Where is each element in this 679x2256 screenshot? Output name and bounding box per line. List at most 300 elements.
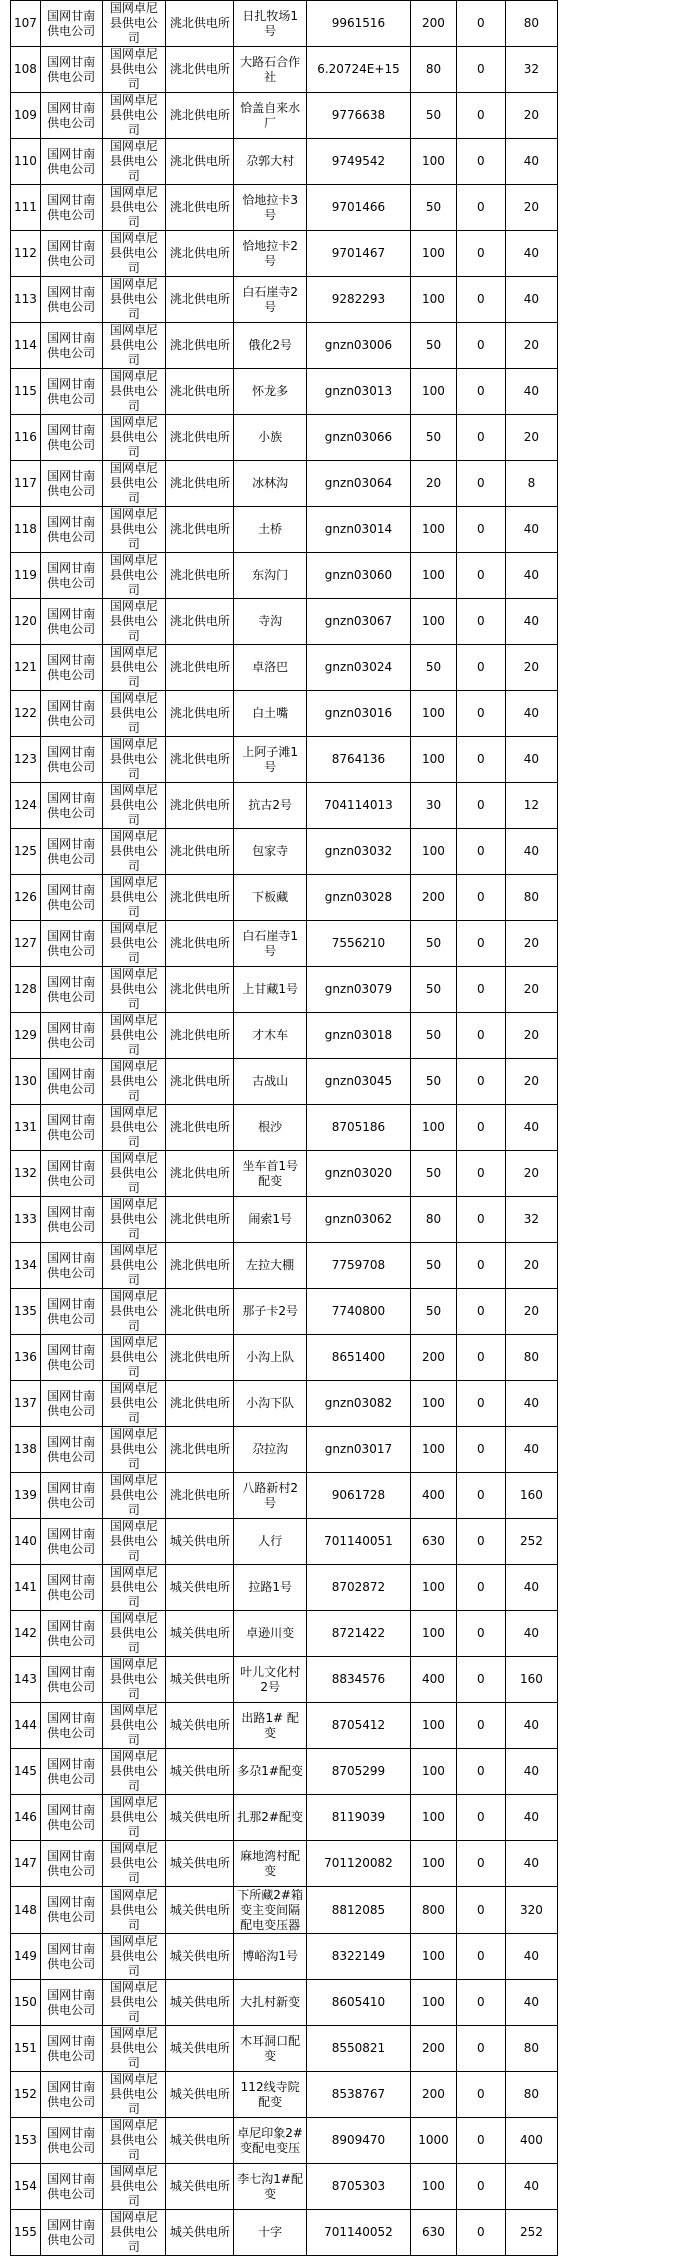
table-row — [11, 1473, 558, 1519]
transformer-id-cell: 701140052 — [306, 2210, 410, 2256]
table-row — [11, 921, 558, 967]
county-company-cell: 国网卓尼县供电公司 — [102, 553, 166, 599]
company-cell: 国网甘南供电公司 — [40, 1427, 102, 1473]
row-number-cell: 141 — [11, 1565, 41, 1611]
zero-cell: 0 — [456, 829, 505, 875]
zero-cell: 0 — [456, 645, 505, 691]
table-row — [11, 1243, 558, 1289]
value-cell: 32 — [505, 1197, 557, 1243]
capacity-cell: 80 — [411, 47, 457, 93]
transformer-id-cell: 8651400 — [306, 1335, 410, 1381]
value-cell: 20 — [505, 1243, 557, 1289]
value-cell: 40 — [505, 1795, 557, 1841]
transformer-name-cell: 上甘藏1号 — [234, 967, 306, 1013]
county-company-cell: 国网卓尼县供电公司 — [102, 1381, 166, 1427]
row-number-cell: 144 — [11, 1703, 41, 1749]
station-cell: 城关供电所 — [166, 1611, 234, 1657]
company-cell: 国网甘南供电公司 — [40, 921, 102, 967]
county-company-cell: 国网卓尼县供电公司 — [102, 1473, 166, 1519]
zero-cell: 0 — [456, 1013, 505, 1059]
transformer-id-cell: 8909470 — [306, 2118, 410, 2164]
transformer-id-cell: 8764136 — [306, 737, 410, 783]
transformer-id-cell: gnzn03064 — [306, 461, 410, 507]
station-cell: 洮北供电所 — [166, 185, 234, 231]
value-cell: 40 — [505, 1980, 557, 2026]
zero-cell: 0 — [456, 1473, 505, 1519]
company-cell: 国网甘南供电公司 — [40, 645, 102, 691]
transformer-name-cell: 土桥 — [234, 507, 306, 553]
zero-cell: 0 — [456, 2210, 505, 2256]
company-cell: 国网甘南供电公司 — [40, 1059, 102, 1105]
capacity-cell: 50 — [411, 415, 457, 461]
table-row — [11, 47, 558, 93]
capacity-cell: 100 — [411, 139, 457, 185]
transformer-id-cell: gnzn03067 — [306, 599, 410, 645]
transformer-name-cell: 扎那2#配变 — [234, 1795, 306, 1841]
station-cell: 洮北供电所 — [166, 967, 234, 1013]
company-cell: 国网甘南供电公司 — [40, 2210, 102, 2256]
capacity-cell: 200 — [411, 2072, 457, 2118]
company-cell: 国网甘南供电公司 — [40, 1565, 102, 1611]
zero-cell: 0 — [456, 461, 505, 507]
capacity-cell: 30 — [411, 783, 457, 829]
zero-cell: 0 — [456, 599, 505, 645]
transformer-name-cell: 白石崖寺2号 — [234, 277, 306, 323]
row-number-cell: 121 — [11, 645, 41, 691]
company-cell: 国网甘南供电公司 — [40, 231, 102, 277]
row-number-cell: 113 — [11, 277, 41, 323]
row-number-cell: 108 — [11, 47, 41, 93]
transformer-name-cell: 坐车首1号配变 — [234, 1151, 306, 1197]
transformer-id-cell: 701120082 — [306, 1841, 410, 1887]
county-company-cell: 国网卓尼县供电公司 — [102, 2118, 166, 2164]
transformer-name-cell: 那子卡2号 — [234, 1289, 306, 1335]
transformer-id-cell: 6.20724E+15 — [306, 47, 410, 93]
table-row — [11, 1151, 558, 1197]
company-cell: 国网甘南供电公司 — [40, 93, 102, 139]
capacity-cell: 630 — [411, 1519, 457, 1565]
transformer-name-cell: 卓尼印象2#变配电变压 — [234, 2118, 306, 2164]
county-company-cell: 国网卓尼县供电公司 — [102, 231, 166, 277]
transformer-id-cell: gnzn03006 — [306, 323, 410, 369]
value-cell: 40 — [505, 691, 557, 737]
station-cell: 洮北供电所 — [166, 139, 234, 185]
capacity-cell: 50 — [411, 967, 457, 1013]
zero-cell: 0 — [456, 2072, 505, 2118]
company-cell: 国网甘南供电公司 — [40, 553, 102, 599]
table-row — [11, 1519, 558, 1565]
capacity-cell: 100 — [411, 2164, 457, 2210]
station-cell: 城关供电所 — [166, 2026, 234, 2072]
zero-cell: 0 — [456, 737, 505, 783]
company-cell: 国网甘南供电公司 — [40, 2026, 102, 2072]
station-cell: 洮北供电所 — [166, 645, 234, 691]
table-row — [11, 1749, 558, 1795]
zero-cell: 0 — [456, 875, 505, 921]
capacity-cell: 100 — [411, 737, 457, 783]
row-number-cell: 137 — [11, 1381, 41, 1427]
county-company-cell: 国网卓尼县供电公司 — [102, 1565, 166, 1611]
county-company-cell: 国网卓尼县供电公司 — [102, 1795, 166, 1841]
station-cell: 洮北供电所 — [166, 599, 234, 645]
row-number-cell: 133 — [11, 1197, 41, 1243]
table-row — [11, 323, 558, 369]
transformer-id-cell: gnzn03045 — [306, 1059, 410, 1105]
county-company-cell: 国网卓尼县供电公司 — [102, 2210, 166, 2256]
company-cell: 国网甘南供电公司 — [40, 599, 102, 645]
table-row — [11, 2026, 558, 2072]
table-row — [11, 1335, 558, 1381]
transformer-id-cell: 8550821 — [306, 2026, 410, 2072]
transformer-name-cell: 麻地湾村配变 — [234, 1841, 306, 1887]
transformer-id-cell: gnzn03032 — [306, 829, 410, 875]
row-number-cell: 130 — [11, 1059, 41, 1105]
transformer-name-cell: 闹索1号 — [234, 1197, 306, 1243]
transformer-name-cell: 寺沟 — [234, 599, 306, 645]
company-cell: 国网甘南供电公司 — [40, 829, 102, 875]
zero-cell: 0 — [456, 93, 505, 139]
row-number-cell: 132 — [11, 1151, 41, 1197]
value-cell: 40 — [505, 1841, 557, 1887]
county-company-cell: 国网卓尼县供电公司 — [102, 875, 166, 921]
transformer-name-cell: 112线寺院配变 — [234, 2072, 306, 2118]
table-row — [11, 875, 558, 921]
value-cell: 40 — [505, 1105, 557, 1151]
transformer-id-cell: 8119039 — [306, 1795, 410, 1841]
station-cell: 洮北供电所 — [166, 277, 234, 323]
transformer-name-cell: 拉路1号 — [234, 1565, 306, 1611]
county-company-cell: 国网卓尼县供电公司 — [102, 415, 166, 461]
company-cell: 国网甘南供电公司 — [40, 277, 102, 323]
company-cell: 国网甘南供电公司 — [40, 369, 102, 415]
station-cell: 洮北供电所 — [166, 1105, 234, 1151]
row-number-cell: 145 — [11, 1749, 41, 1795]
transformer-name-cell: 李七沟1#配变 — [234, 2164, 306, 2210]
transformer-name-cell: 下所藏2#箱变主变间隔配电变压器 — [234, 1887, 306, 1934]
row-number-cell: 134 — [11, 1243, 41, 1289]
transformer-id-cell: gnzn03014 — [306, 507, 410, 553]
station-cell: 洮北供电所 — [166, 783, 234, 829]
transformer-name-cell: 尕拉沟 — [234, 1427, 306, 1473]
row-number-cell: 115 — [11, 369, 41, 415]
zero-cell: 0 — [456, 1381, 505, 1427]
station-cell: 洮北供电所 — [166, 1289, 234, 1335]
transformer-name-cell: 怀龙多 — [234, 369, 306, 415]
transformer-id-cell: 9282293 — [306, 277, 410, 323]
table-row — [11, 783, 558, 829]
row-number-cell: 135 — [11, 1289, 41, 1335]
capacity-cell: 50 — [411, 1289, 457, 1335]
transformer-name-cell: 才木车 — [234, 1013, 306, 1059]
transformer-id-cell: 7740800 — [306, 1289, 410, 1335]
row-number-cell: 138 — [11, 1427, 41, 1473]
transformer-name-cell: 大路石合作社 — [234, 47, 306, 93]
row-number-cell: 119 — [11, 553, 41, 599]
transformer-name-cell: 多尕1#配变 — [234, 1749, 306, 1795]
company-cell: 国网甘南供电公司 — [40, 783, 102, 829]
row-number-cell: 126 — [11, 875, 41, 921]
transformer-name-cell: 包家寺 — [234, 829, 306, 875]
transformer-id-cell: gnzn03079 — [306, 967, 410, 1013]
value-cell: 20 — [505, 323, 557, 369]
table-row — [11, 553, 558, 599]
zero-cell: 0 — [456, 1657, 505, 1703]
table-row — [11, 599, 558, 645]
transformer-id-cell: 7556210 — [306, 921, 410, 967]
row-number-cell: 153 — [11, 2118, 41, 2164]
capacity-cell: 20 — [411, 461, 457, 507]
value-cell: 40 — [505, 1381, 557, 1427]
transformer-name-cell: 俄化2号 — [234, 323, 306, 369]
value-cell: 80 — [505, 1, 557, 47]
capacity-cell: 800 — [411, 1887, 457, 1934]
table-row — [11, 829, 558, 875]
station-cell: 洮北供电所 — [166, 369, 234, 415]
county-company-cell: 国网卓尼县供电公司 — [102, 1611, 166, 1657]
value-cell: 40 — [505, 2164, 557, 2210]
station-cell: 洮北供电所 — [166, 1059, 234, 1105]
table-row — [11, 461, 558, 507]
county-company-cell: 国网卓尼县供电公司 — [102, 2026, 166, 2072]
station-cell: 洮北供电所 — [166, 1335, 234, 1381]
zero-cell: 0 — [456, 967, 505, 1013]
transformer-name-cell: 白石崖寺1号 — [234, 921, 306, 967]
transformer-id-cell: 9701466 — [306, 185, 410, 231]
station-cell: 城关供电所 — [166, 1795, 234, 1841]
county-company-cell: 国网卓尼县供电公司 — [102, 1243, 166, 1289]
capacity-cell: 50 — [411, 185, 457, 231]
table-row — [11, 1611, 558, 1657]
capacity-cell: 100 — [411, 1611, 457, 1657]
company-cell: 国网甘南供电公司 — [40, 47, 102, 93]
capacity-cell: 50 — [411, 93, 457, 139]
capacity-cell: 100 — [411, 691, 457, 737]
transformer-name-cell: 恰盖自来水厂 — [234, 93, 306, 139]
table-row — [11, 2210, 558, 2256]
capacity-cell: 80 — [411, 1197, 457, 1243]
value-cell: 40 — [505, 1427, 557, 1473]
station-cell: 洮北供电所 — [166, 93, 234, 139]
company-cell: 国网甘南供电公司 — [40, 1105, 102, 1151]
company-cell: 国网甘南供电公司 — [40, 1381, 102, 1427]
station-cell: 洮北供电所 — [166, 231, 234, 277]
row-number-cell: 152 — [11, 2072, 41, 2118]
capacity-cell: 100 — [411, 553, 457, 599]
station-cell: 洮北供电所 — [166, 691, 234, 737]
zero-cell: 0 — [456, 2164, 505, 2210]
value-cell: 40 — [505, 829, 557, 875]
company-cell: 国网甘南供电公司 — [40, 1243, 102, 1289]
transformer-name-cell: 抗古2号 — [234, 783, 306, 829]
county-company-cell: 国网卓尼县供电公司 — [102, 1657, 166, 1703]
station-cell: 洮北供电所 — [166, 875, 234, 921]
row-number-cell: 107 — [11, 1, 41, 47]
station-cell: 洮北供电所 — [166, 461, 234, 507]
zero-cell: 0 — [456, 1980, 505, 2026]
table-row — [11, 1105, 558, 1151]
county-company-cell: 国网卓尼县供电公司 — [102, 323, 166, 369]
table-row — [11, 1565, 558, 1611]
company-cell: 国网甘南供电公司 — [40, 1197, 102, 1243]
company-cell: 国网甘南供电公司 — [40, 507, 102, 553]
row-number-cell: 124 — [11, 783, 41, 829]
station-cell: 洮北供电所 — [166, 1, 234, 47]
station-cell: 城关供电所 — [166, 1841, 234, 1887]
transformer-name-cell: 古战山 — [234, 1059, 306, 1105]
company-cell: 国网甘南供电公司 — [40, 461, 102, 507]
transformer-id-cell: 9776638 — [306, 93, 410, 139]
value-cell: 8 — [505, 461, 557, 507]
capacity-cell: 50 — [411, 645, 457, 691]
station-cell: 城关供电所 — [166, 1749, 234, 1795]
company-cell: 国网甘南供电公司 — [40, 1934, 102, 1980]
county-company-cell: 国网卓尼县供电公司 — [102, 47, 166, 93]
zero-cell: 0 — [456, 139, 505, 185]
row-number-cell: 136 — [11, 1335, 41, 1381]
transformer-name-cell: 白土嘴 — [234, 691, 306, 737]
value-cell: 20 — [505, 645, 557, 691]
zero-cell: 0 — [456, 1151, 505, 1197]
company-cell: 国网甘南供电公司 — [40, 1795, 102, 1841]
value-cell: 20 — [505, 1289, 557, 1335]
transformer-name-cell: 日扎牧场1号 — [234, 1, 306, 47]
station-cell: 城关供电所 — [166, 1703, 234, 1749]
capacity-cell: 100 — [411, 1749, 457, 1795]
transformer-id-cell: gnzn03016 — [306, 691, 410, 737]
zero-cell: 0 — [456, 1, 505, 47]
value-cell: 80 — [505, 1335, 557, 1381]
transformer-name-cell: 上阿子滩1号 — [234, 737, 306, 783]
row-number-cell: 149 — [11, 1934, 41, 1980]
value-cell: 160 — [505, 1473, 557, 1519]
zero-cell: 0 — [456, 507, 505, 553]
station-cell: 洮北供电所 — [166, 1243, 234, 1289]
value-cell: 20 — [505, 1059, 557, 1105]
county-company-cell: 国网卓尼县供电公司 — [102, 277, 166, 323]
row-number-cell: 116 — [11, 415, 41, 461]
zero-cell: 0 — [456, 921, 505, 967]
county-company-cell: 国网卓尼县供电公司 — [102, 1887, 166, 1934]
capacity-cell: 50 — [411, 921, 457, 967]
transformer-id-cell: 8812085 — [306, 1887, 410, 1934]
zero-cell: 0 — [456, 1105, 505, 1151]
station-cell: 洮北供电所 — [166, 507, 234, 553]
county-company-cell: 国网卓尼县供电公司 — [102, 645, 166, 691]
capacity-cell: 200 — [411, 875, 457, 921]
zero-cell: 0 — [456, 415, 505, 461]
value-cell: 40 — [505, 369, 557, 415]
value-cell: 80 — [505, 2072, 557, 2118]
county-company-cell: 国网卓尼县供电公司 — [102, 1519, 166, 1565]
company-cell: 国网甘南供电公司 — [40, 323, 102, 369]
station-cell: 城关供电所 — [166, 2210, 234, 2256]
transformer-name-cell: 出路1# 配变 — [234, 1703, 306, 1749]
value-cell: 20 — [505, 1151, 557, 1197]
station-cell: 洮北供电所 — [166, 829, 234, 875]
company-cell: 国网甘南供电公司 — [40, 1841, 102, 1887]
county-company-cell: 国网卓尼县供电公司 — [102, 369, 166, 415]
company-cell: 国网甘南供电公司 — [40, 1473, 102, 1519]
transformer-name-cell: 卓逊川变 — [234, 1611, 306, 1657]
transformer-name-cell: 东沟门 — [234, 553, 306, 599]
county-company-cell: 国网卓尼县供电公司 — [102, 185, 166, 231]
county-company-cell: 国网卓尼县供电公司 — [102, 691, 166, 737]
capacity-cell: 50 — [411, 1059, 457, 1105]
company-cell: 国网甘南供电公司 — [40, 1611, 102, 1657]
table-row — [11, 645, 558, 691]
table-row — [11, 1795, 558, 1841]
zero-cell: 0 — [456, 323, 505, 369]
row-number-cell: 143 — [11, 1657, 41, 1703]
station-cell: 洮北供电所 — [166, 1427, 234, 1473]
company-cell: 国网甘南供电公司 — [40, 1151, 102, 1197]
transformer-name-cell: 大扎村新变 — [234, 1980, 306, 2026]
table-row — [11, 277, 558, 323]
transformer-name-cell: 左拉大棚 — [234, 1243, 306, 1289]
value-cell: 40 — [505, 277, 557, 323]
county-company-cell: 国网卓尼县供电公司 — [102, 1934, 166, 1980]
transformer-id-cell: 8322149 — [306, 1934, 410, 1980]
capacity-cell: 50 — [411, 1151, 457, 1197]
value-cell: 12 — [505, 783, 557, 829]
county-company-cell: 国网卓尼县供电公司 — [102, 139, 166, 185]
transformer-name-cell: 根沙 — [234, 1105, 306, 1151]
station-cell: 城关供电所 — [166, 1565, 234, 1611]
value-cell: 40 — [505, 507, 557, 553]
company-cell: 国网甘南供电公司 — [40, 139, 102, 185]
county-company-cell: 国网卓尼县供电公司 — [102, 599, 166, 645]
company-cell: 国网甘南供电公司 — [40, 1749, 102, 1795]
capacity-cell: 50 — [411, 323, 457, 369]
capacity-cell: 100 — [411, 599, 457, 645]
row-number-cell: 120 — [11, 599, 41, 645]
value-cell: 160 — [505, 1657, 557, 1703]
table-row — [11, 415, 558, 461]
transformer-id-cell: gnzn03024 — [306, 645, 410, 691]
station-cell: 洮北供电所 — [166, 47, 234, 93]
capacity-cell: 630 — [411, 2210, 457, 2256]
county-company-cell: 国网卓尼县供电公司 — [102, 1013, 166, 1059]
transformer-id-cell: gnzn03028 — [306, 875, 410, 921]
company-cell: 国网甘南供电公司 — [40, 2164, 102, 2210]
company-cell: 国网甘南供电公司 — [40, 415, 102, 461]
station-cell: 洮北供电所 — [166, 323, 234, 369]
table-row — [11, 1980, 558, 2026]
transformer-name-cell: 恰地拉卡3号 — [234, 185, 306, 231]
zero-cell: 0 — [456, 2118, 505, 2164]
row-number-cell: 150 — [11, 1980, 41, 2026]
company-cell: 国网甘南供电公司 — [40, 1657, 102, 1703]
table-row — [11, 1381, 558, 1427]
capacity-cell: 400 — [411, 1657, 457, 1703]
capacity-cell: 1000 — [411, 2118, 457, 2164]
capacity-cell: 200 — [411, 2026, 457, 2072]
company-cell: 国网甘南供电公司 — [40, 185, 102, 231]
transformer-id-cell: 9749542 — [306, 139, 410, 185]
row-number-cell: 154 — [11, 2164, 41, 2210]
transformer-name-cell: 冰林沟 — [234, 461, 306, 507]
zero-cell: 0 — [456, 369, 505, 415]
company-cell: 国网甘南供电公司 — [40, 875, 102, 921]
row-number-cell: 142 — [11, 1611, 41, 1657]
table-row — [11, 139, 558, 185]
station-cell: 洮北供电所 — [166, 415, 234, 461]
station-cell: 洮北供电所 — [166, 1151, 234, 1197]
row-number-cell: 147 — [11, 1841, 41, 1887]
transformer-name-cell: 叶儿文化村2号 — [234, 1657, 306, 1703]
company-cell: 国网甘南供电公司 — [40, 1, 102, 47]
table-row — [11, 1703, 558, 1749]
